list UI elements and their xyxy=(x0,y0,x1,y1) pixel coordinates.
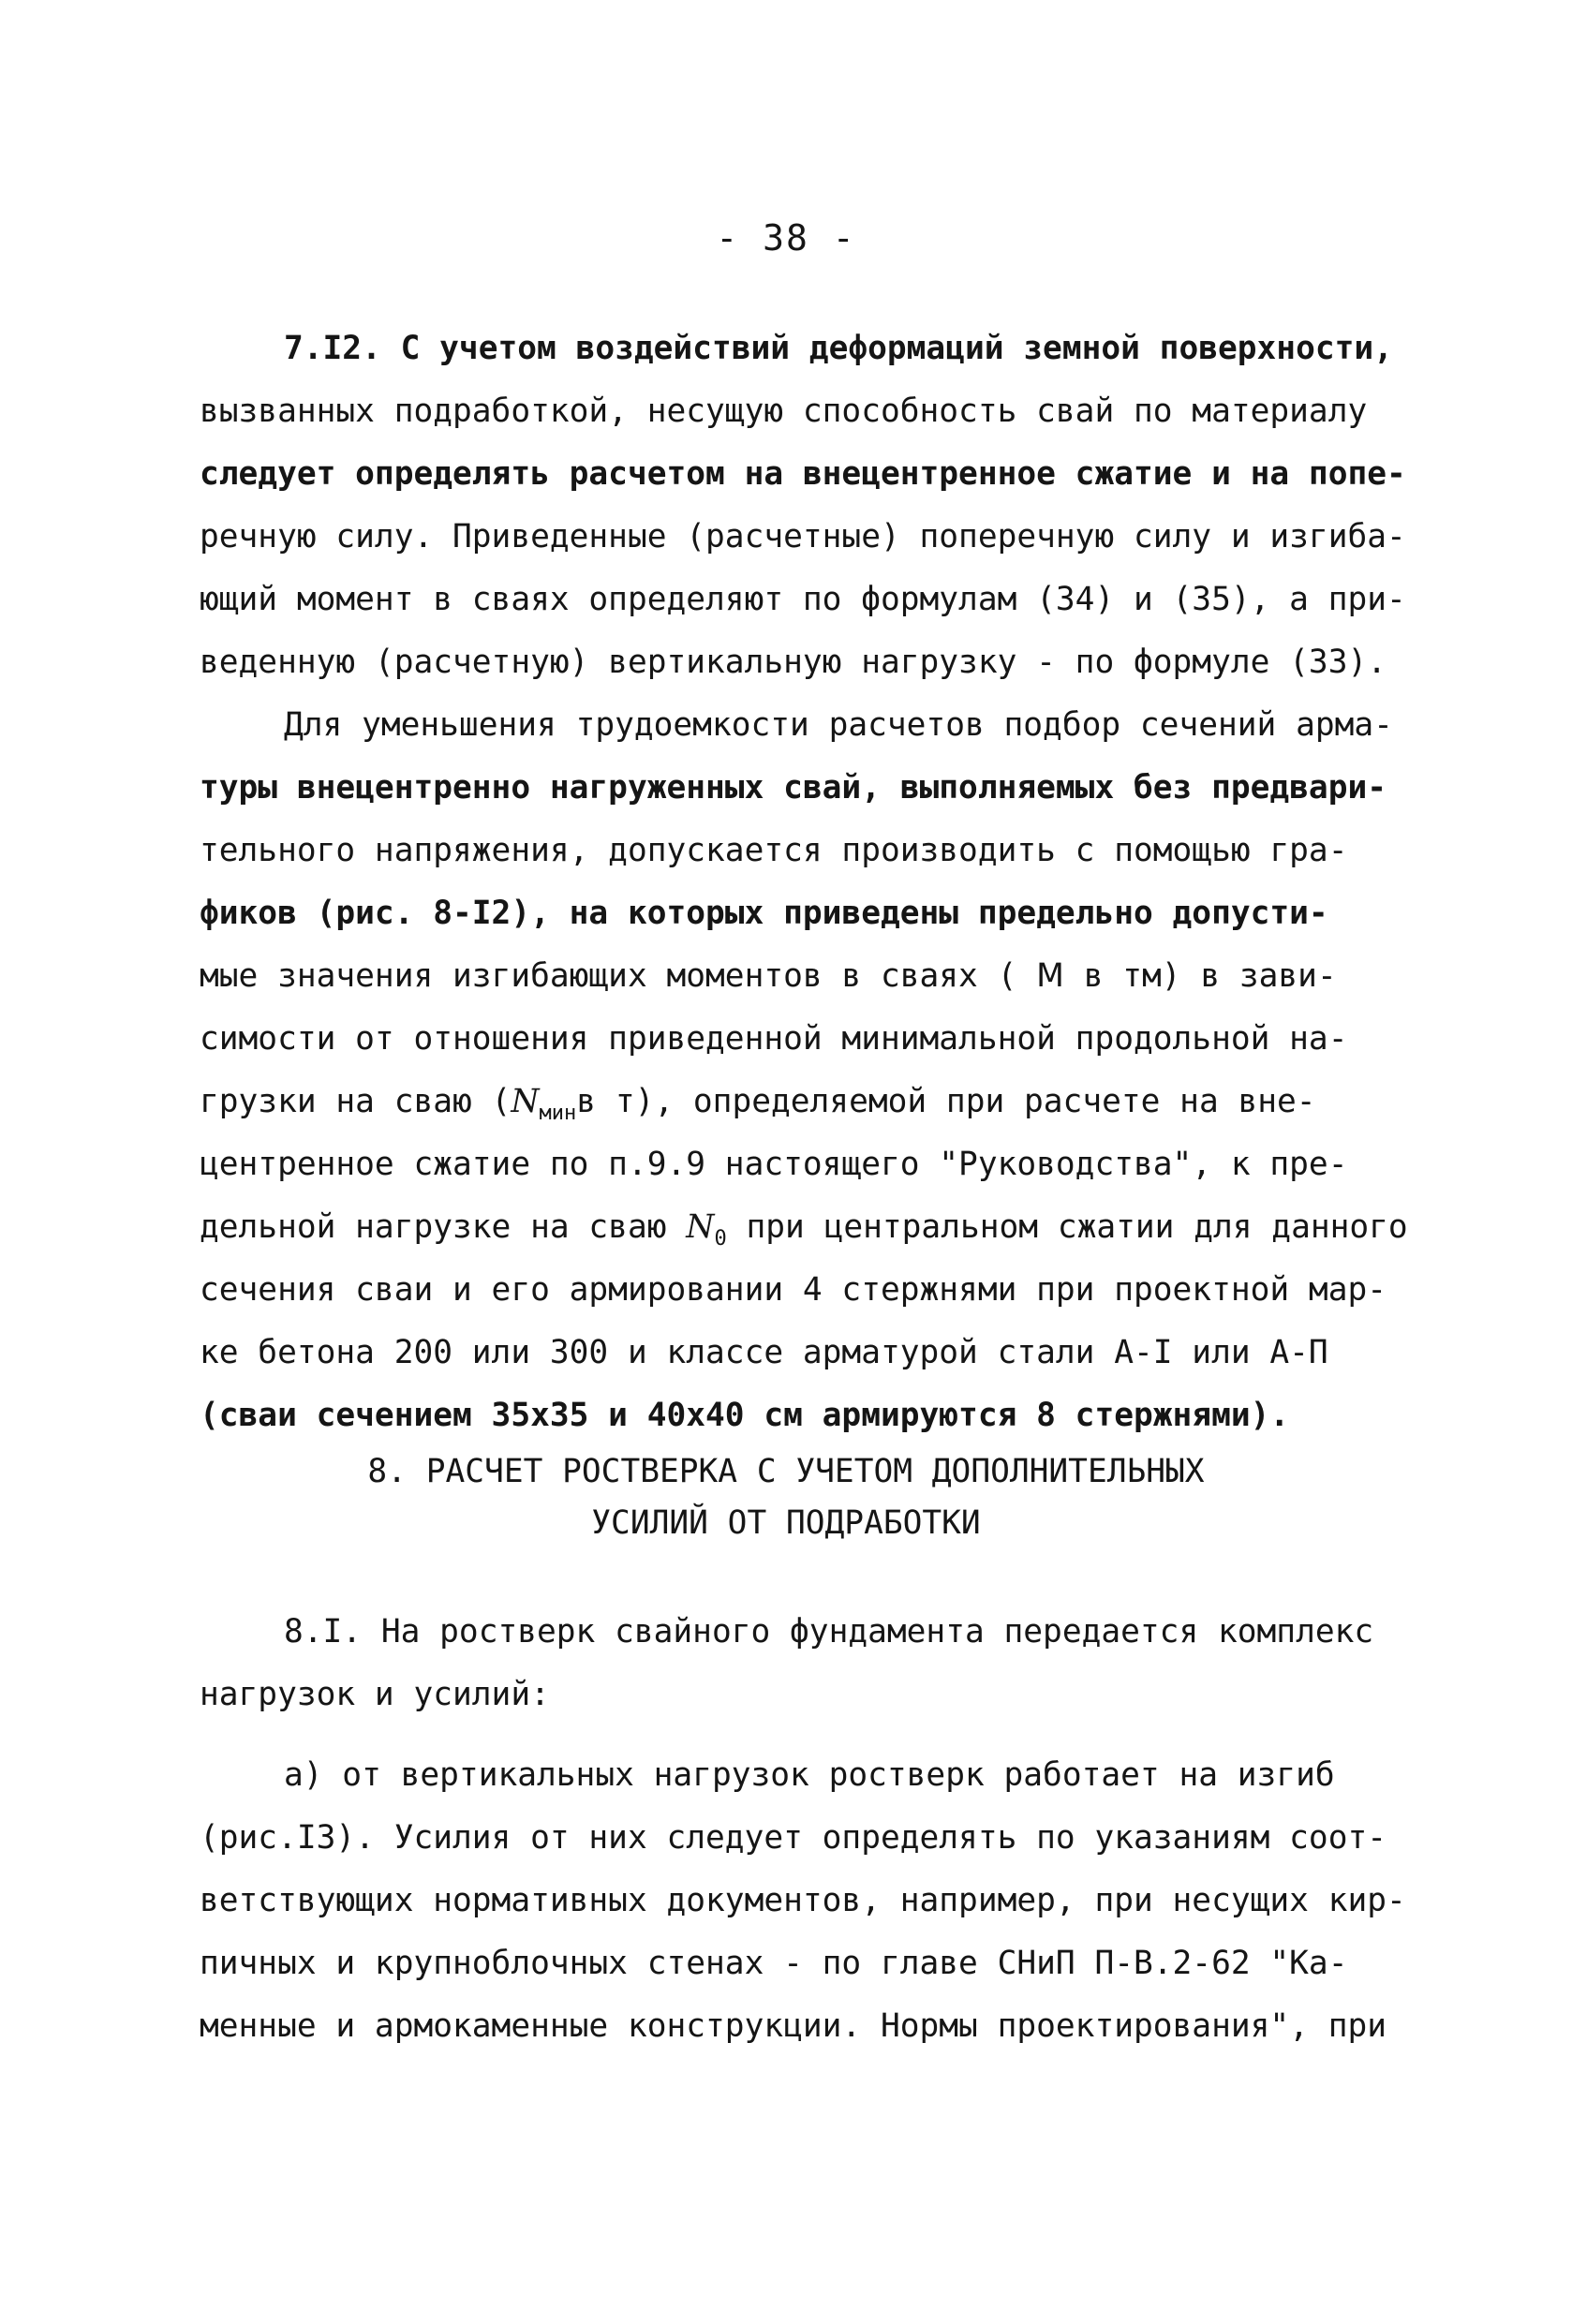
text-span: в т), определяемой при расчете на вне- xyxy=(576,1083,1316,1120)
subscript-zero: 0 xyxy=(714,1227,727,1251)
paragraph-reduce-line: туры внецентренно нагруженных свай, выполняемых без предвари- xyxy=(200,769,1387,807)
paragraph-reduce-line: (сваи сечением 35x35 и 40x40 см армируются 8 стержнями). xyxy=(200,1397,1290,1434)
paragraph-7-12-line: следует определять расчетом на внецентренное сжатие и на попе- xyxy=(200,455,1406,493)
paragraph-8-1-line: 8.I. На ростверк свайного фундамента передается комплекс xyxy=(284,1613,1374,1650)
paragraph-7-12-line: веденную (расчетную) вертикальную нагрузку - по формуле (33). xyxy=(200,644,1387,681)
moment-symbol: M xyxy=(1036,957,1064,995)
paragraph-a-line: ветствующих нормативных документов, например, при несущих кир- xyxy=(200,1882,1406,1919)
text-span: грузки на сваю ( xyxy=(200,1083,512,1120)
paragraph-a-line: пичных и крупноблочных стенах - по главе СНиП П-В.2-62 "Ка- xyxy=(200,1945,1348,1982)
paragraph-8-1-line: нагрузок и усилий: xyxy=(200,1676,550,1713)
paragraph-reduce-line: тельного напряжения, допускается производить с помощью гра- xyxy=(200,832,1348,869)
paragraph-reduce-line: симости от отношения приведенной минимальной продольной на- xyxy=(200,1020,1348,1058)
page-number: - 38 - xyxy=(716,217,856,259)
text-span: мые значения изгибающих моментов в сваях ( xyxy=(200,957,1037,995)
paragraph-reduce-line: ке бетона 200 или 300 и классе арматурой стали А-I или А-П xyxy=(200,1334,1328,1371)
paragraph-reduce-line: центренное сжатие по п.9.9 настоящего "Руководства", к пре- xyxy=(200,1146,1348,1183)
section-heading: УСИЛИЙ ОТ ПОДРАБОТКИ xyxy=(591,1504,981,1542)
paragraph-7-12-line: 7.I2. С учетом воздействий деформаций земной поверхности, xyxy=(284,330,1393,367)
paragraph-a-line: (рис.I3). Усилия от них следует определять по указаниям соот- xyxy=(200,1819,1387,1857)
paragraph-reduce-line xyxy=(200,1208,1408,1258)
text-span: при центральном сжатии для данного xyxy=(726,1208,1408,1246)
paragraph-a-line: а) от вертикальных нагрузок ростверк работает на изгиб xyxy=(284,1756,1335,1794)
paragraph-reduce-line: Для уменьшения трудоемкости расчетов подбор сечений арма- xyxy=(284,706,1393,744)
paragraph-a-line: менные и армокаменные конструкции. Нормы проектирования", при xyxy=(200,2007,1387,2045)
text-span: дельной нагрузке на сваю xyxy=(200,1208,687,1246)
force-symbol: N xyxy=(511,1083,540,1120)
paragraph-reduce-line xyxy=(200,957,1337,995)
paragraph-reduce-line: фиков (рис. 8-I2), на которых приведены предельно допусти- xyxy=(200,895,1328,932)
paragraph-7-12-line: ющий момент в сваях определяют по формулам (34) и (35), а при- xyxy=(200,581,1406,618)
text-span: в тм) в зави- xyxy=(1063,957,1337,995)
force-symbol: N xyxy=(686,1208,715,1246)
section-heading: 8. РАСЧЕТ РОСТВЕРКА С УЧЕТОМ ДОПОЛНИТЕЛЬНЫХ xyxy=(367,1453,1205,1490)
paragraph-reduce-line: сечения сваи и его армировании 4 стержнями при проектной мар- xyxy=(200,1271,1387,1309)
paragraph-7-12-line: вызванных подработкой, несущую способность свай по материалу xyxy=(200,392,1368,430)
paragraph-7-12-line: речную силу. Приведенные (расчетные) поперечную силу и изгиба- xyxy=(200,518,1406,555)
subscript-min: мин xyxy=(539,1102,577,1125)
paragraph-reduce-line xyxy=(200,1083,1316,1132)
